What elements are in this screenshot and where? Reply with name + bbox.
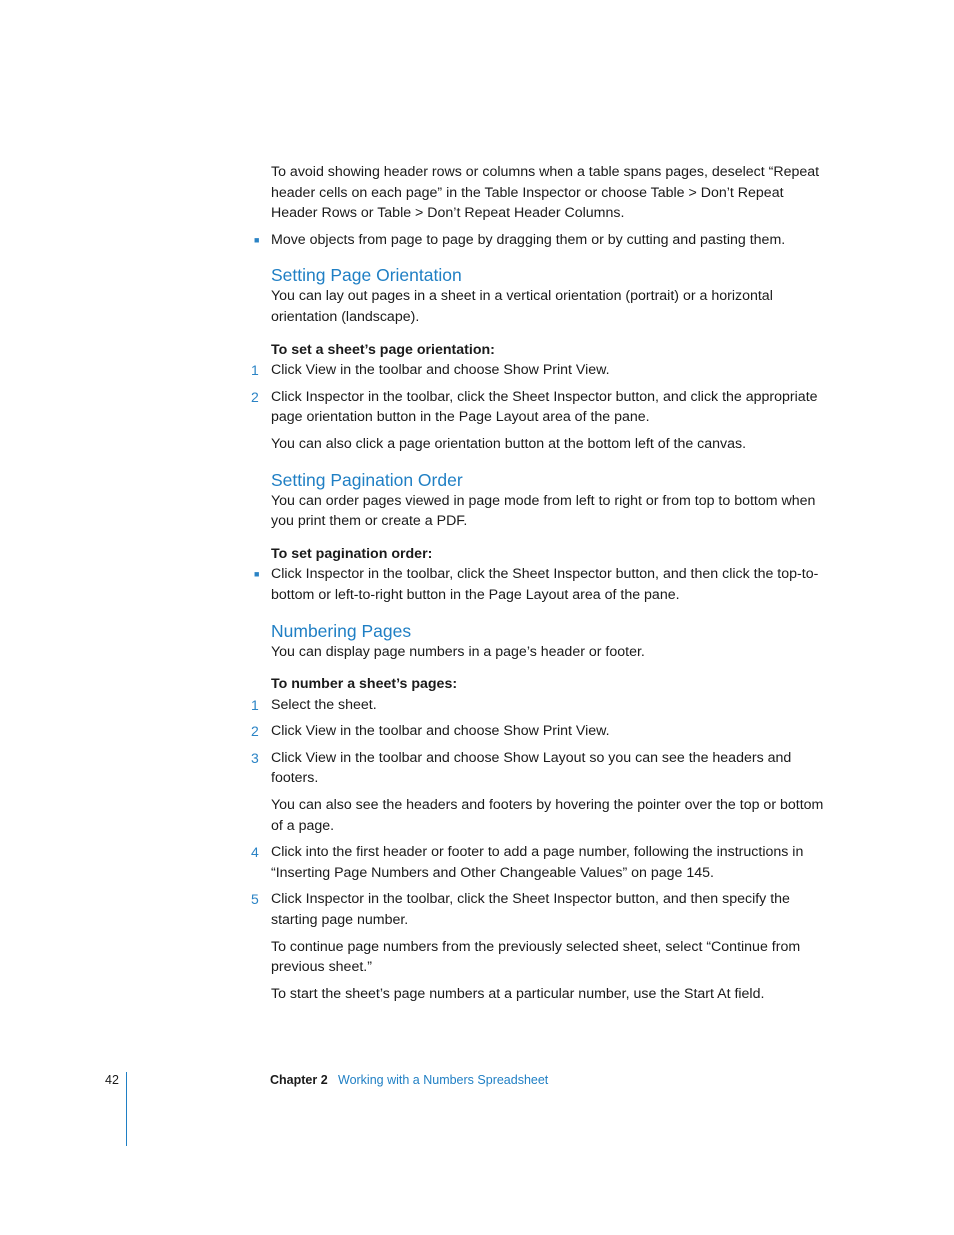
step-text: Click View in the toolbar and choose Show Layout so you can see the headers and footers. (271, 749, 792, 787)
step-text: Click View in the toolbar and choose Show Print View. (271, 723, 610, 740)
numbering-description: You can display page numbers in a page’s header or footer. (271, 643, 645, 660)
intro-paragraph: To avoid showing header rows or columns when a table spans pages, deselect “Repeat header cells on each page” in the Table Inspector or choose Table > Don’t Repeat Header Rows or Table > Don’t Repeat Header Columns. (271, 164, 820, 222)
orientation-task-title: To set a sheet’s page orientation: (271, 341, 495, 358)
page-number: 42 (105, 1073, 119, 1087)
pagination-description: You can order pages viewed in page mode from left to right or from top to bottom when you print them or create a PDF. (271, 492, 816, 530)
step-number: 2 (251, 388, 259, 405)
numbering-note: You can also see the headers and footers by hovering the pointer over the top or bottom of a page. (271, 797, 824, 834)
step-number: 1 (251, 362, 259, 379)
orientation-note: You can also click a page orientation button at the bottom left of the canvas. (271, 435, 747, 452)
bullet-icon: ■ (254, 234, 260, 245)
step-number: 1 (251, 696, 259, 713)
heading-pagination-order: Setting Pagination Order (271, 469, 463, 490)
step-text: Click Inspector in the toolbar, click the Sheet Inspector button, and click the appropriate page orientation button in the Page Layout area of the pane. (271, 388, 818, 426)
step-number: 5 (251, 891, 259, 908)
numbering-note: To start the sheet’s page numbers at a particular number, use the Start At field. (271, 985, 765, 1002)
orientation-description: You can lay out pages in a sheet in a vertical orientation (portrait) or a horizontal orientation (landscape). (271, 288, 773, 325)
step-number: 4 (251, 844, 259, 861)
numbering-task-title: To number a sheet’s pages: (271, 676, 458, 693)
step-number: 3 (251, 749, 259, 766)
bullet-icon: ■ (254, 569, 260, 580)
orientation-step (251, 360, 831, 381)
chapter-title: Working with a Numbers Spreadsheet (338, 1073, 549, 1087)
step-text: Click View in the toolbar and choose Show Print View. (271, 362, 610, 379)
numbering-step (251, 748, 831, 789)
numbering-step (251, 721, 831, 742)
step-text: Click Inspector in the toolbar, click the Sheet Inspector button, and then specify the starting page number. (271, 891, 790, 929)
pagination-bullet-item (254, 564, 831, 605)
heading-numbering-pages: Numbering Pages (271, 620, 412, 641)
footer-divider (126, 1072, 127, 1146)
page-content (251, 162, 831, 1010)
numbering-note: To continue page numbers from the previously selected sheet, select “Continue from previous sheet.” (271, 938, 801, 976)
step-text: Click into the first header or footer to add a page number, following the instructions in “Inserting Page Numbers and Other Changeable Values” on page 145. (271, 844, 804, 881)
chapter-label: Chapter 2 (270, 1073, 328, 1087)
pagination-bullet-text: Click Inspector in the toolbar, click the Sheet Inspector button, and then click the top-to-bottom or left-to-right button in the Page Layout area of the pane. (271, 566, 819, 603)
step-text: Select the sheet. (271, 696, 377, 713)
orientation-step (251, 387, 831, 428)
intro-bullet-text: Move objects from page to page by dragging them or by cutting and pasting them. (271, 231, 786, 248)
numbering-step (251, 842, 831, 883)
numbering-step (251, 695, 831, 716)
numbering-step (251, 889, 831, 930)
heading-page-orientation: Setting Page Orientation (271, 265, 462, 286)
intro-bullet-item (254, 230, 831, 251)
pagination-task-title: To set pagination order: (271, 545, 433, 562)
step-number: 2 (251, 723, 259, 740)
